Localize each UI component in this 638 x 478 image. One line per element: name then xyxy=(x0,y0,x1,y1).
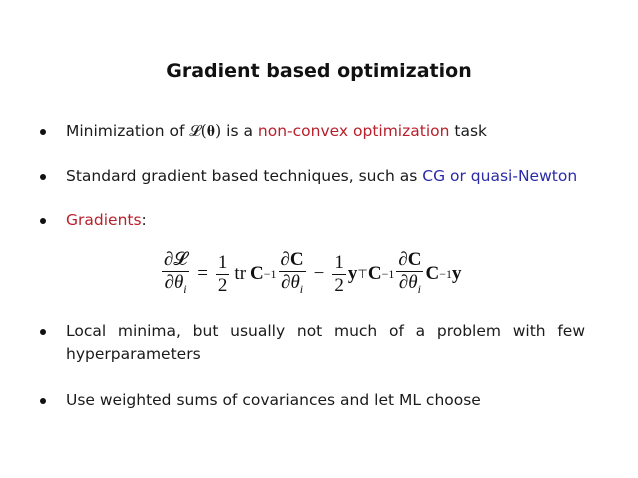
bullet-techniques xyxy=(40,165,585,188)
loss-expression: 𝓛(𝛉) xyxy=(189,122,222,140)
lhs-fraction xyxy=(162,249,189,300)
frac-num: 1 xyxy=(217,251,228,273)
bullet-text: Standard gradient based techniques, such as xyxy=(66,167,423,185)
inverse-sup: −1 xyxy=(263,266,277,281)
bullet-text: Local minima, but usually not much of a problem with few hyperparameters xyxy=(66,322,585,363)
highlight-gradients: Gradients xyxy=(66,211,142,229)
frac-den: ∂θ xyxy=(398,271,418,293)
frac-den: 2 xyxy=(217,274,228,296)
highlight-cg-quasi-newton: CG or quasi-Newton xyxy=(422,167,578,185)
slide-title: Gradient based optimization xyxy=(166,60,472,82)
bullet-gradients xyxy=(40,209,585,232)
matrix-C: C xyxy=(367,263,382,284)
subscript: i xyxy=(417,281,421,296)
matrix-C: C xyxy=(425,263,440,284)
equals-sign: = xyxy=(197,263,208,284)
bullet-dot xyxy=(40,174,46,180)
dC-fraction xyxy=(396,249,423,300)
bullet-weighted-sums xyxy=(40,389,585,412)
trace-op: tr xyxy=(234,263,247,284)
gradient-equation xyxy=(160,244,462,304)
subscript: i xyxy=(299,281,304,296)
half-fraction xyxy=(332,252,346,297)
bullet-text: Minimization of xyxy=(66,122,190,140)
inverse-sup: −1 xyxy=(439,266,452,281)
bullet-minimization xyxy=(40,120,585,143)
bullet-dot xyxy=(40,398,46,404)
bullet-dot xyxy=(40,329,46,335)
frac-num: ∂𝓛 xyxy=(164,248,188,270)
half-fraction xyxy=(216,252,230,297)
vector-y: y xyxy=(452,263,462,284)
frac-den: ∂θ xyxy=(281,271,300,293)
inverse-sup: −1 xyxy=(381,266,395,281)
subscript: i xyxy=(183,281,187,296)
vector-y: y xyxy=(347,263,358,284)
transpose-sup: ⊤ xyxy=(357,266,368,281)
bullet-dot xyxy=(40,129,46,135)
highlight-nonconvex: non-convex optimization xyxy=(257,122,450,140)
bullet-text: Use weighted sums of covariances and let ML choose xyxy=(66,391,481,409)
bullet-text: is a xyxy=(221,122,258,140)
frac-num: ∂C xyxy=(398,248,422,270)
bullet-text: task xyxy=(449,122,487,140)
bullet-dot xyxy=(40,218,46,224)
dC-fraction xyxy=(279,249,306,300)
matrix-C: C xyxy=(250,263,264,284)
frac-den: 2 xyxy=(334,274,344,296)
frac-den: ∂θ xyxy=(164,271,184,293)
bullet-local-minima xyxy=(40,320,585,366)
minus-sign: − xyxy=(313,263,325,284)
bullet-text: : xyxy=(141,211,147,229)
frac-num: 1 xyxy=(334,251,344,273)
frac-num: ∂C xyxy=(280,248,304,270)
